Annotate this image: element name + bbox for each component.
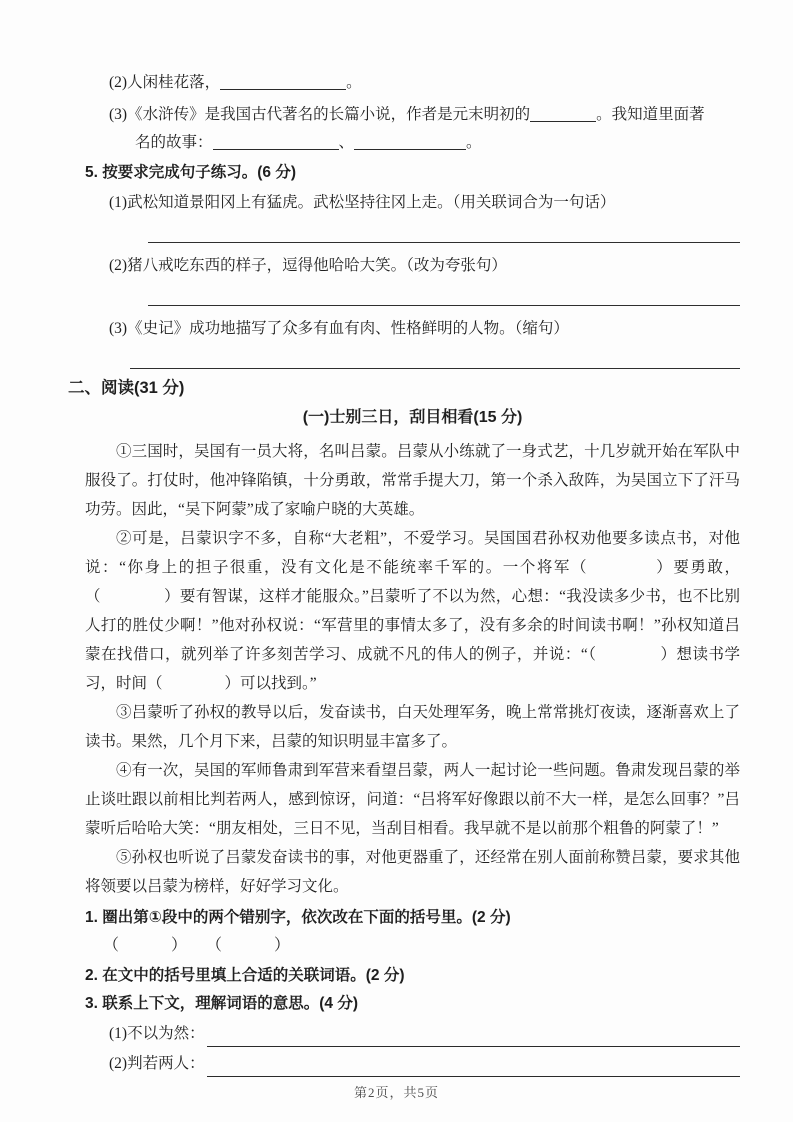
passage-paragraph-3: ③吕蒙听了孙权的教导以后，发奋读书，白天处理军务，晚上常常挑灯夜读，逐渐喜欢上了读书。果然，几个月下来，吕蒙的知识明显丰富多了。	[85, 704, 740, 750]
reading-question-3: 3. 联系上下文，理解词语的意思。(4 分)	[85, 995, 358, 1012]
poem-prefix: (2)人闲桂花落，	[109, 74, 221, 91]
answer-blank	[213, 133, 339, 150]
answer-line	[148, 242, 740, 243]
passage-paragraph-4: ④有一次，吴国的军师鲁肃到军营来看望吕蒙，两人一起讨论一些问题。鲁肃发现吕蒙的举止谈吐跟以前相比判若两人，感到惊讶，问道：“吕将军好像跟以前不大一样，是怎么回事？”吕蒙听后哈哈大笑：“朋友相处，三日不见，当刮目相看。我早就不是以前那个粗鲁的阿蒙了！”	[85, 762, 740, 837]
answer-line	[130, 368, 740, 369]
answer-blank	[354, 133, 466, 150]
stories-suffix: 。	[466, 134, 482, 151]
answer-blank	[220, 73, 346, 90]
passage-paragraph-2: ②可是，吕蒙识字不多，自称“大老粗”，不爱学习。吴国国君孙权劝他要多读点书，对他说：“你身上的担子很重，没有文化是不能统率千军的。一个将军（ ）要勇敢，（ ）要有智谋，这样才能服众。”吕蒙听了不以为然，心想：“我没读多少书，也不比别人打的胜仗少啊！”他对孙权说：“军营里的事情太多了，没有多余的时间读书啊！”孙权知道吕蒙在找借口，就列举了许多刻苦学习、成就不凡的伟人的例子，并说：“（ ）想读书学习，时间（ ）可以找到。”	[85, 530, 740, 692]
page-number: 第2页，共5页	[353, 1085, 439, 1100]
reading-question-2: 2. 在文中的括号里填上合适的关联词语。(2 分)	[85, 967, 405, 984]
passage-paragraph-5: ⑤孙权也听说了吕蒙发奋读书的事，对他更器重了，还经常在别人面前称赞吕蒙，要求其他将领要以吕蒙为榜样，好好学习文化。	[85, 849, 740, 895]
question-5-sub3: (3)《史记》成功地描写了众多有血有肉、性格鲜明的人物。（缩句）	[109, 320, 569, 337]
reading-passage	[85, 437, 740, 901]
question-5-stem: 5. 按要求完成句子练习。(6 分)	[85, 164, 296, 181]
reading-question-1: 1. 圈出第①段中的两个错别字，依次改在下面的括号里。(2 分)	[85, 909, 511, 926]
correction-parentheses: （ ） （ ）	[103, 937, 292, 954]
answer-line	[148, 305, 740, 306]
novel-suffix: 。我知道里面著	[596, 106, 705, 123]
question-5-sub2: (2)猪八戒吃东西的样子，逗得他哈哈大笑。（改为夸张句）	[109, 257, 507, 274]
stories-mid: 、	[338, 134, 355, 151]
novel-prefix: (3)《水浒传》是我国古代著名的长篇小说，作者是元末明初的	[109, 106, 531, 123]
definition-line-1	[109, 1021, 740, 1047]
passage-paragraph-1: ①三国时，吴国有一员大将，名叫吕蒙。吕蒙从小练就了一身式艺，十几岁就开始在军队中服役了。打仗时，他冲锋陷镇，十分勇敢，常常手提大刀，第一个杀入敌阵，为吴国立下了汗马功劳。因此，“吴下阿蒙”成了家喻户晓的大英雄。	[85, 443, 740, 518]
stories-prefix: 名的故事：	[135, 134, 213, 151]
poem-completion-line	[109, 70, 740, 96]
definition-line-2	[109, 1051, 740, 1077]
answer-blank	[207, 1026, 740, 1047]
poem-suffix: 。	[346, 74, 362, 91]
answer-blank	[207, 1056, 740, 1077]
answer-blank	[530, 105, 596, 122]
novel-fill-line2	[135, 130, 740, 156]
novel-fill-line1	[109, 102, 740, 128]
question-5-sub1: (1)武松知道景阳冈上有猛虎。武松坚持往冈上走。（用关联词合为一句话）	[109, 194, 616, 211]
reading-section-title: 二、阅读(31 分)	[68, 379, 185, 397]
passage-title: (一)士别三日，刮目相看(15 分)	[302, 409, 523, 426]
definition-1-label: (1)不以为然：	[109, 1025, 205, 1042]
definition-2-label: (2)判若两人：	[109, 1055, 205, 1072]
